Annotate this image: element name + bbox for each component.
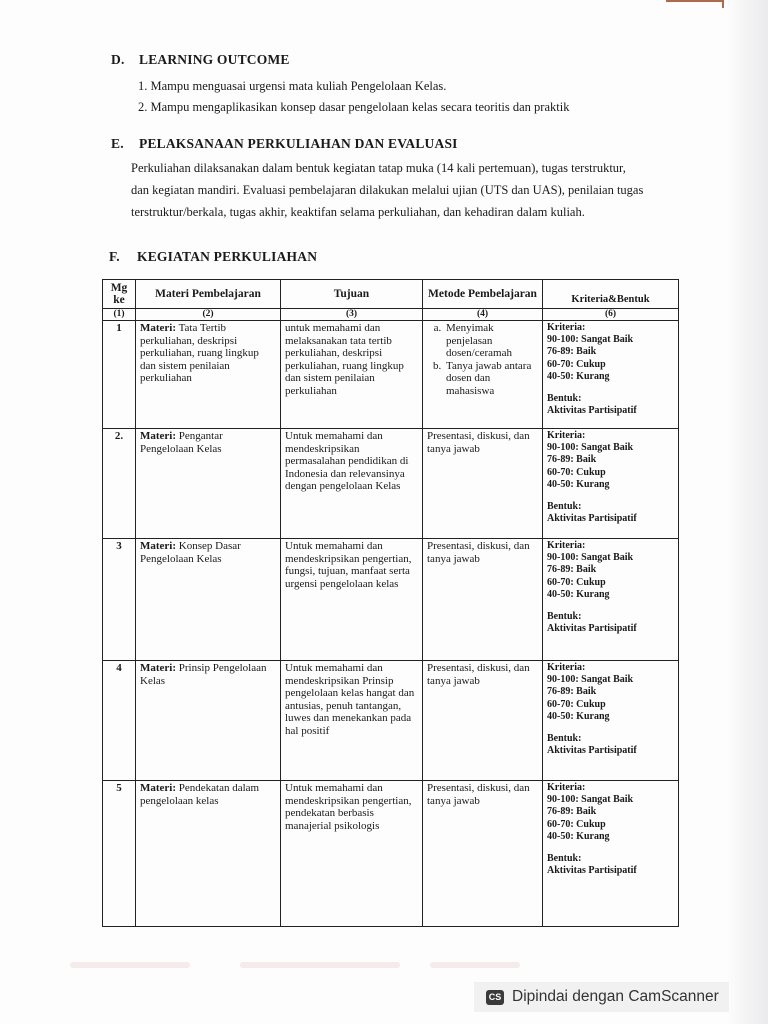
metode-cell — [423, 321, 543, 429]
metode-cell: Presentasi, diskusi, dan tanya jawab — [423, 781, 543, 927]
materi-text: Pendekatan dalam pengelolaan kelas — [140, 782, 260, 807]
scan-smudge — [430, 962, 520, 968]
table-header-row — [103, 280, 679, 309]
row-number: 4 — [103, 661, 136, 781]
tujuan-cell: untuk memahami dan melaksanakan tata tertib perkuliahan, deskripsi perkuliahan, ruang lingkup dan sistem penilaian perkuliahan — [281, 321, 423, 429]
kriteria-cell — [543, 429, 679, 539]
scan-smudge — [70, 962, 190, 968]
header-kriteria: Kriteria&Bentuk — [543, 280, 679, 309]
bentuk-value: Aktivitas Partisipatif — [547, 745, 637, 757]
col-number-6: (6) — [543, 309, 679, 321]
row-number: 1 — [103, 321, 136, 429]
bentuk-label: Bentuk: — [547, 733, 582, 745]
kriteria-cell — [543, 539, 679, 661]
kriteria-item: 90-100: Sangat Baik — [547, 442, 634, 454]
section-d-letter: D. — [111, 52, 125, 67]
camscanner-logo-icon: CS — [486, 990, 504, 1005]
scan-smudge — [240, 962, 400, 968]
kriteria-item: 40-50: Kurang — [547, 710, 610, 722]
section-f-heading — [109, 249, 317, 265]
section-d-title: LEARNING OUTCOME — [139, 52, 290, 67]
corner-mark-tick — [722, 0, 724, 8]
bentuk-label: Bentuk: — [547, 393, 582, 405]
bentuk-label: Bentuk: — [547, 611, 582, 623]
table-row — [103, 321, 679, 429]
learning-outcome-1: 1. Mampu menguasai urgensi mata kuliah Pengelolaan Kelas. — [138, 79, 447, 93]
metode-cell: Presentasi, diskusi, dan tanya jawab — [423, 429, 543, 539]
kriteria-label: Kriteria: — [547, 540, 586, 551]
kriteria-item: 76-89: Baik — [547, 454, 597, 466]
kriteria-item: 60-70: Cukup — [547, 818, 606, 830]
kriteria-item: 40-50: Kurang — [547, 830, 610, 842]
kriteria-item: 90-100: Sangat Baik — [547, 794, 634, 806]
metode-cell: Presentasi, diskusi, dan tanya jawab — [423, 539, 543, 661]
bentuk-value: Aktivitas Partisipatif — [547, 513, 637, 525]
kriteria-label: Kriteria: — [547, 662, 586, 673]
kriteria-label: Kriteria: — [547, 782, 586, 793]
materi-cell — [136, 539, 281, 661]
col-number-1: (1) — [103, 309, 136, 321]
section-e-letter: E. — [111, 136, 124, 151]
materi-label: Materi: — [140, 662, 177, 674]
kriteria-label: Kriteria: — [547, 322, 586, 333]
kriteria-item: 40-50: Kurang — [547, 588, 610, 600]
table-row — [103, 781, 679, 927]
tujuan-cell: Untuk memahami dan mendeskripsikan pengertian, fungsi, tujuan, manfaat serta urgensi pengelolaan kelas — [281, 539, 423, 661]
page-edge-shadow — [726, 0, 768, 1024]
learning-outcome-2: 2. Mampu mengaplikasikan konsep dasar pengelolaan kelas secara teoritis dan praktik — [138, 100, 570, 114]
metode-list — [427, 322, 538, 398]
materi-cell — [136, 661, 281, 781]
materi-label: Materi: — [140, 430, 177, 442]
tujuan-cell: Untuk memahami dan mendeskripsikan Prinsip pengelolaan kelas hangat dan antusias, penuh tantangan, luwes dan menekankan pada hal positif — [281, 661, 423, 781]
materi-text: Pengantar Pengelolaan Kelas — [140, 430, 223, 455]
section-e-title: PELAKSANAAN PERKULIAHAN DAN EVALUASI — [139, 136, 458, 151]
corner-mark — [666, 0, 724, 2]
kriteria-cell — [543, 781, 679, 927]
table-row — [103, 429, 679, 539]
kriteria-item: 90-100: Sangat Baik — [547, 334, 634, 346]
table-row — [103, 539, 679, 661]
bentuk-value: Aktivitas Partisipatif — [547, 405, 637, 417]
section-e-line-1: Perkuliahan dilaksanakan dalam bentuk kegiatan tatap muka (14 kali pertemuan), tugas terstruktur, — [131, 161, 626, 175]
materi-text: Konsep Dasar Pengelolaan Kelas — [140, 540, 241, 565]
kriteria-item: 60-70: Cukup — [547, 358, 606, 370]
kriteria-item: 76-89: Baik — [547, 686, 597, 698]
row-number: 3 — [103, 539, 136, 661]
col-number-4: (4) — [423, 309, 543, 321]
header-materi: Materi Pembelajaran — [136, 280, 281, 309]
kriteria-item: 90-100: Sangat Baik — [547, 552, 634, 564]
col-number-2: (2) — [136, 309, 281, 321]
bentuk-value: Aktivitas Partisipatif — [547, 865, 637, 877]
materi-text: Prinsip Pengelolaan Kelas — [140, 662, 267, 687]
materi-cell — [136, 321, 281, 429]
section-e-heading — [111, 136, 458, 152]
kriteria-cell — [543, 321, 679, 429]
bentuk-value: Aktivitas Partisipatif — [547, 623, 637, 635]
bentuk-label: Bentuk: — [547, 853, 582, 865]
section-f-letter: F. — [109, 249, 120, 264]
header-mg: Mg ke — [103, 280, 136, 309]
column-number-row — [103, 309, 679, 321]
table-row — [103, 661, 679, 781]
kegiatan-table — [102, 279, 679, 927]
row-number: 2. — [103, 429, 136, 539]
kriteria-item: 76-89: Baik — [547, 806, 597, 818]
header-tujuan: Tujuan — [281, 280, 423, 309]
materi-label: Materi: — [140, 782, 177, 794]
kriteria-item: 40-50: Kurang — [547, 478, 610, 490]
materi-label: Materi: — [140, 322, 177, 334]
kriteria-item: 76-89: Baik — [547, 346, 597, 358]
kriteria-item: 90-100: Sangat Baik — [547, 674, 634, 686]
materi-label: Materi: — [140, 540, 177, 552]
materi-cell — [136, 429, 281, 539]
tujuan-cell: Untuk memahami dan mendeskripsikan permasalahan pendidikan di Indonesia dan relevansinya dengan pengelolaan Kelas — [281, 429, 423, 539]
section-e-line-3: terstruktur/berkala, tugas akhir, keaktifan selama perkuliahan, dan kehadiran dalam kuliah. — [131, 205, 585, 219]
metode-cell: Presentasi, diskusi, dan tanya jawab — [423, 661, 543, 781]
tujuan-cell: Untuk memahami dan mendeskripsikan pengertian, pendekatan berbasis manajerial psikologis — [281, 781, 423, 927]
materi-cell — [136, 781, 281, 927]
kriteria-item: 76-89: Baik — [547, 564, 597, 576]
header-metode: Metode Pembelajaran — [423, 280, 543, 309]
kriteria-item: 40-50: Kurang — [547, 370, 610, 382]
metode-item: b. Tanya jawab antara dosen dan mahasiswa — [444, 360, 538, 398]
row-number: 5 — [103, 781, 136, 927]
bentuk-label: Bentuk: — [547, 501, 582, 513]
col-number-3: (3) — [281, 309, 423, 321]
materi-text: Tata Tertib perkuliahan, deskripsi perkuliahan, ruang lingkup dan sistem penilaian perkuliahan — [140, 322, 259, 385]
kriteria-cell — [543, 661, 679, 781]
section-d-heading — [111, 52, 290, 68]
kriteria-item: 60-70: Cukup — [547, 466, 606, 478]
kriteria-item: 60-70: Cukup — [547, 576, 606, 588]
camscanner-watermark — [474, 982, 729, 1012]
metode-item: a. Menyimak penjelasan dosen/ceramah — [444, 322, 538, 360]
section-f-title: KEGIATAN PERKULIAHAN — [137, 249, 318, 264]
section-e-line-2: dan kegiatan mandiri. Evaluasi pembelajaran dilakukan melalui ujian (UTS dan UAS), penilaian tugas — [131, 183, 644, 197]
kriteria-label: Kriteria: — [547, 430, 586, 441]
camscanner-text: Dipindai dengan CamScanner — [512, 988, 719, 1005]
kriteria-item: 60-70: Cukup — [547, 698, 606, 710]
